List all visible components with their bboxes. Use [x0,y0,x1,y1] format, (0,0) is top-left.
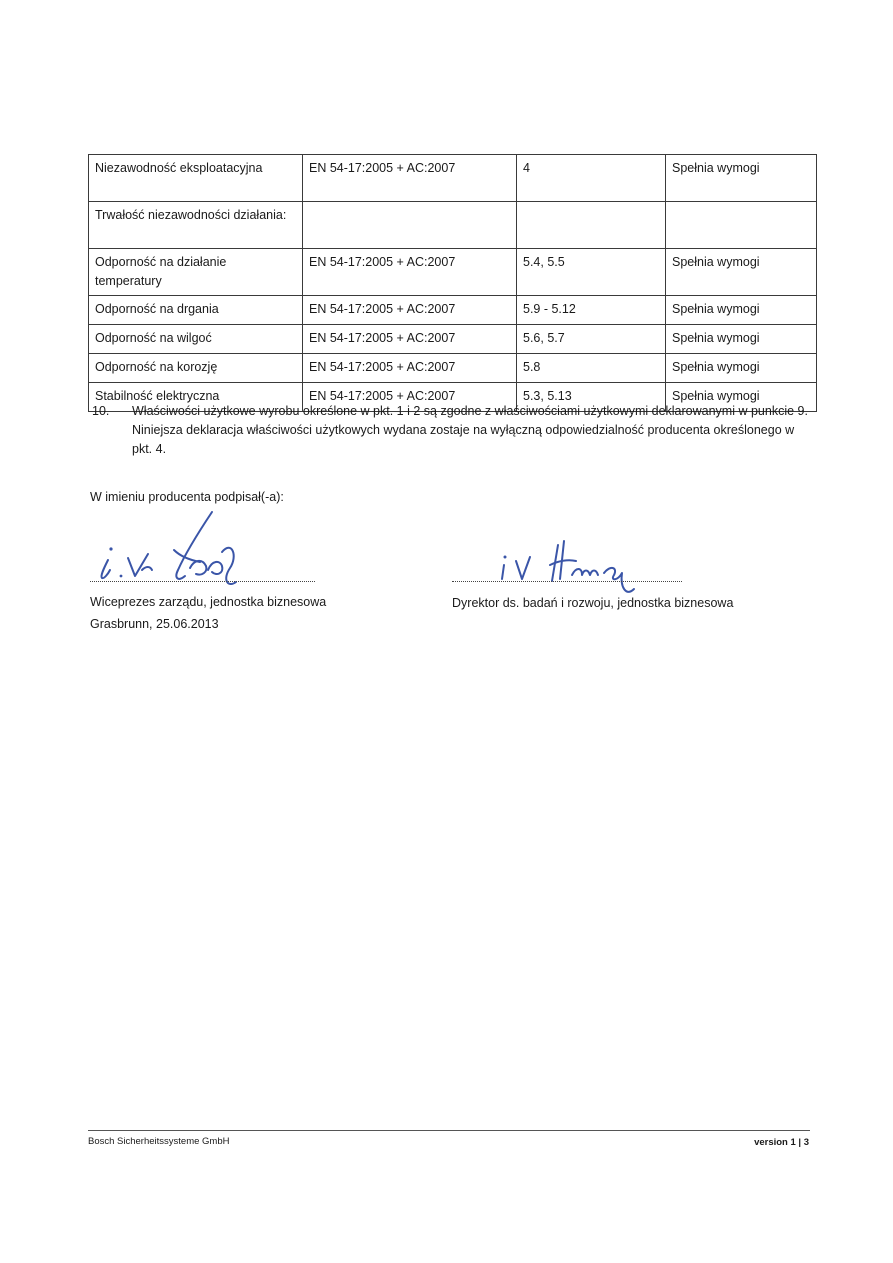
result-cell: Spełnia wymogi [666,325,817,354]
footer-rule [88,1130,810,1131]
properties-table-body [89,155,817,412]
table-row [89,249,817,296]
signature-right-image [452,535,682,595]
property-cell: Odporność na drgania [89,296,303,325]
signature-left-line [90,581,315,582]
standard-cell: EN 54-17:2005 + AC:2007 [303,249,517,296]
property-cell: Niezawodność eksploatacyjna [89,155,303,202]
note-body [132,402,812,459]
standard-cell: EN 54-17:2005 + AC:2007 [303,325,517,354]
footer-company: Bosch Sicherheitssysteme GmbH [88,1136,230,1147]
property-cell: Odporność na wilgoć [89,325,303,354]
property-cell: Trwałość niezawodności działania: [89,202,303,249]
result-cell: Spełnia wymogi [666,249,817,296]
standard-cell [303,202,517,249]
clause-cell: 5.9 - 5.12 [517,296,666,325]
signature-right [452,535,682,590]
table-row [89,155,817,202]
clause-cell: 4 [517,155,666,202]
result-cell: Spełnia wymogi [666,296,817,325]
clause-cell: 5.8 [517,354,666,383]
result-cell: Spełnia wymogi [666,155,817,202]
property-cell: Odporność na działanie temperatury [89,249,303,296]
note-number: 10. [92,404,110,418]
table-row [89,354,817,383]
standard-cell: EN 54-17:2005 + AC:2007 [303,354,517,383]
table-row [89,296,817,325]
signature-left [90,510,330,590]
signature-right-line [452,581,682,582]
standard-cell: EN 54-17:2005 + AC:2007 [303,155,517,202]
result-cell: Spełnia wymogi [666,383,817,412]
signature-left-role: Wiceprezes zarządu, jednostka biznesowa [90,595,327,609]
footer-version: version 1 | 3 [754,1137,809,1148]
note-responsibility-text: Niniejsza deklaracja właściwości użytkowych wydana zostaje na wyłączną odpowiedzialność producenta określonego w pkt. 4. [132,423,795,456]
property-cell: Stabilność elektryczna [89,383,303,412]
table-row [89,325,817,354]
signature-right-role: Dyrektor ds. badań i rozwoju, jednostka biznesowa [452,596,734,610]
signed-on-behalf-label: W imieniu producenta podpisał(-a): [90,490,284,504]
result-cell: Spełnia wymogi [666,354,817,383]
clause-cell: 5.3, 5.13 [517,383,666,412]
result-cell [666,202,817,249]
table-row [89,202,817,249]
clause-cell: 5.4, 5.5 [517,249,666,296]
clause-cell [517,202,666,249]
property-cell: Odporność na korozję [89,354,303,383]
signature-left-image [90,510,330,590]
note-conformity-text: Właściwości użytkowe wyrobu określone w pkt. 1 i 2 są zgodne z właściwościami użytkowymi deklarowanymi w punkcie 9. [132,404,808,418]
properties-table [88,154,817,412]
place-and-date: Grasbrunn, 25.06.2013 [90,617,219,631]
standard-cell: EN 54-17:2005 + AC:2007 [303,383,517,412]
clause-cell: 5.6, 5.7 [517,325,666,354]
standard-cell: EN 54-17:2005 + AC:2007 [303,296,517,325]
